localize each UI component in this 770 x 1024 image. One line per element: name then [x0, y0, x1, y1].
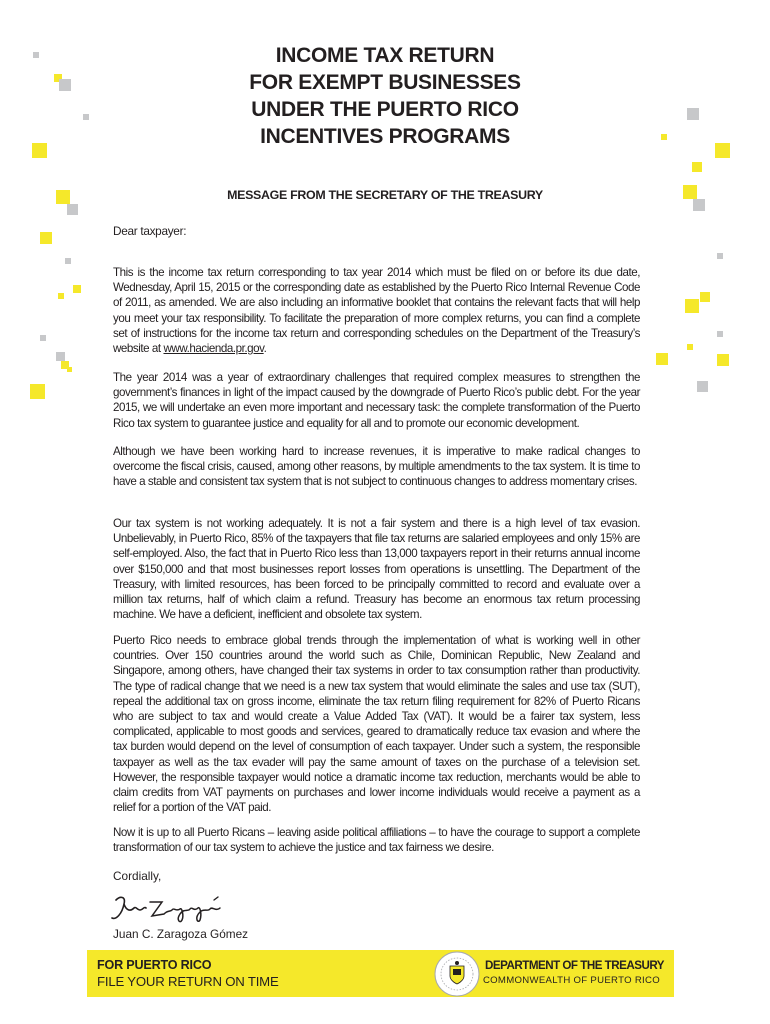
signature-icon — [110, 890, 230, 928]
footer-commonwealth: COMMONWEALTH OF PUERTO RICO — [482, 975, 660, 986]
paragraph-text: This is the income tax return corresponding to tax year 2014 which must be filed on or before its due date, Wednesday, April 15, 2015 or the corresponding date as established by the Puerto Rico Internal Revenue Code of 2011, as amended. We are also including an informative booklet that contains the relevant facts that will help you meet your tax responsibility. To facilitate the preparation of more complex returns, you can find a complete set of instructions for the income tax return and corresponding schedules on the Department of the Treasury’s website at — [113, 266, 640, 356]
paragraph-1 — [113, 265, 640, 356]
decor-square — [687, 344, 693, 350]
closing: Cordially, — [113, 869, 162, 883]
paragraph-text: Our tax system is not working adequately. It is not a fair system and there is a high level of tax evasion. Unbelievably, in Puerto Rico, 85% of the taxpayers that file tax returns are salaried employees and only 15% are self-employed. Also, the fact that in Puerto Rico less than 13,000 taxpayers report in their returns annual income over $150,000 and that most businesses report losses from operations is unsettling. The Department of the Treasury, with limited resources, has been forced to be principally committed to record and evaluate over a million tax returns, half of which claim a refund. Treasury has become an enormous tax return processing machine. We have a deficient, inefficient and obsolete tax system. — [113, 517, 640, 622]
paragraph-text: . — [263, 342, 267, 356]
decor-square — [700, 292, 710, 302]
decor-square — [58, 293, 64, 299]
seal-icon — [434, 951, 480, 997]
decor-square — [40, 232, 52, 244]
decor-square — [717, 331, 723, 337]
paragraph-text: The year 2014 was a year of extraordinary challenges that required complex measures to strengthen the government’s finances in light of the impact caused by the downgrade of Puerto Rico’s public debt. For the year 2015, we will undertake an even more important and necessary task: the complete transformation of the Puerto Rico tax system to guarantee justice and equality for all and to promote our economic development. — [113, 371, 640, 430]
decor-square — [717, 354, 729, 366]
footer-banner — [87, 950, 674, 997]
decor-square — [67, 204, 78, 215]
greeting: Dear taxpayer: — [113, 224, 187, 238]
title-line: INCOME TAX RETURN — [275, 44, 495, 67]
paragraph-2 — [113, 370, 640, 431]
decor-square — [697, 381, 708, 392]
decor-square — [67, 367, 72, 372]
subtitle: MESSAGE FROM THE SECRETARY OF THE TREASURY — [227, 188, 543, 202]
decor-square — [685, 299, 699, 313]
title-line: INCENTIVES PROGRAMS — [260, 125, 510, 148]
decor-square — [656, 353, 668, 365]
paragraph-3 — [113, 444, 640, 490]
paragraph-text: Puerto Rico needs to embrace global trends through the implementation of what is working well in other countries. Over 150 countries around the world such as Chile, Dominican Republic, New Zealand and Singapore, among others, have changed their tax systems in order to tax consumption rather than productivity. The type of radical change that we need is a new tax system that would eliminate the sales and use tax (SUT), repeal the additional tax on gross income, eliminate the tax return filing requirement for 82% of Puerto Ricans who are subject to tax and would create a Value Added Tax (VAT). It would be a fairer tax system, less complicated, applicable to most goods and services, geared to dramatically reduce tax evasion and where the tax burden would depend on the level of consumption of each taxpayer. Under such a system, the responsible taxpayer as well as the tax evader will pay the same amount of taxes on the purchase of a television set. However, the responsible taxpayer would notice a dramatic income tax reduction, merchants would be able to claim credits from VAT payments on purchases and lower income individuals would receive a payment as a relief for a portion of the VAT paid. — [113, 634, 640, 815]
decor-square — [692, 162, 702, 172]
footer-department: DEPARTMENT OF THE TREASURY — [485, 959, 664, 972]
decor-square — [73, 285, 81, 293]
decor-square — [65, 258, 71, 264]
title-line: UNDER THE PUERTO RICO — [251, 98, 519, 121]
page-title — [0, 42, 770, 150]
signer-name: Juan C. Zaragoza Gómez — [113, 927, 249, 941]
title-line: FOR EXEMPT BUSINESSES — [249, 71, 521, 94]
paragraph-6 — [113, 825, 640, 855]
footer-slogan-line-1: FOR PUERTO RICO — [97, 958, 212, 972]
decor-square — [40, 335, 46, 341]
footer-slogan-line-2: FILE YOUR RETURN ON TIME — [97, 974, 279, 989]
paragraph-text: Now it is up to all Puerto Ricans – leaving aside political affiliations – to have the courage to support a complete transformation of our tax system to achieve the justice and tax fairness we desire. — [113, 826, 640, 855]
paragraph-4 — [113, 516, 640, 622]
decor-square — [56, 352, 65, 361]
decor-square — [30, 384, 45, 399]
decor-square — [717, 253, 723, 259]
paragraph-text: Although we have been working hard to increase revenues, it is imperative to make radical changes to overcome the fiscal crisis, caused, among other reasons, by multiple amendments to the tax system. It is time to have a stable and consistent tax system that is not subject to continuous changes to address momentary crises. — [113, 445, 640, 489]
paragraph-5 — [113, 633, 640, 815]
hacienda-link[interactable]: www.hacienda.pr.gov — [163, 342, 264, 356]
